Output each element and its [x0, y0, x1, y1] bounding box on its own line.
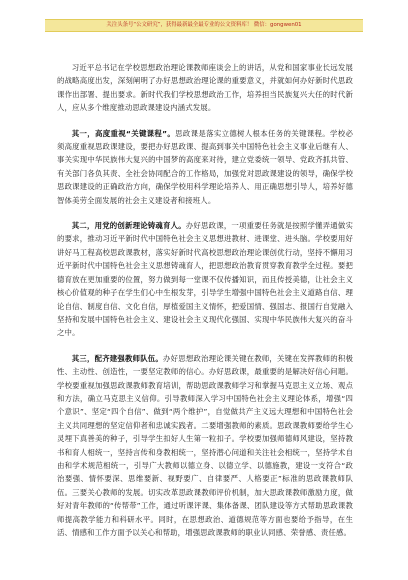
paragraph-text: 办好思想政治理论课关键在教师，关键在发挥教师的积极性、主动性、创造性，一要坚定教师的信心。办好思政课，最重要的是解决好信心问题。学校要重视加强思政课教师教育培训，帮助思政课教师学习和掌握马克思主义立场、观点和方法，确立马克思主义信仰。引导教师深入学习中国特色社会主义理论体系，增强“四个意识”、坚定“四个自信”、做到“两个维护”，自觉做共产主义远大理想和中国特色社会主义共同理想的坚定信仰者和忠诚实践者。二要增强教师的素质。思政课教师要给学生心灵埋下真善美的种子，引导学生扣好人生第一粒扣子。学校要加强师德师风建设，坚持教书和育人相统一，坚持言传和身教相统一，坚持潜心问道和关注社会相统一，坚持学术自由和学术规范相统一，引导广大教师以德立身、以德立学、以德施教，建设一支符合“政治要强、情怀要深、思维要新、视野要广、自律要严、人格要正”标准的思政课教师队伍。三要关心教师的发展。切实改革思政课教师评价机制，加大思政课教师激励力度，做好对青年教师的“传帮带”工作，通过听课评课、集体备课、团队建设等方式帮助思政课教师提高教学能力和科研水平。同时，在思想政治、道德规范等方面也要给予指导，在生活、情感和工作方面予以关心和帮助，增强思政课教师的职业认同感、荣誉感、责任感。	[57, 353, 353, 537]
paragraph-theory	[57, 219, 353, 340]
paragraph-text: 办好思政课，一项重要任务就是按照学懂弄通做实的要求，推动习近平新时代中国特色社会主义思想进教材、进课堂、进头脑。学校要用好讲好马工程高校思政课教材，落实好新时代高校思想政治理论课创优行动，坚持不懈用习近平新时代中国特色社会主义思想铸魂育人，把思想政治教育贯穿教育教学全过程。要把德育放在更加重要的位置，努力做到每一堂课不仅传播知识，而且传授美德，让社会主义核心价值观的种子在学生们心中生根发芽，引导学生增强中国特色社会主义道路自信、理论自信、制度自信、文化自信，厚植爱国主义情怀，把爱国情、强国志、报国行自觉融入坚持和发展中国特色社会主义、建设社会主义现代化强国、实现中华民族伟大复兴的奋斗之中。	[57, 221, 353, 338]
banner-text: 关注头条号“公文研究”，获得最新最全最专业的公文资料库！ 微信：gongwen01	[106, 22, 302, 28]
promo-banner[interactable]	[45, 19, 363, 32]
paragraph-key-course	[57, 127, 353, 207]
document-body	[57, 61, 353, 551]
paragraph-heading: 其二，用党的创新理论铸魂育人。	[71, 221, 186, 231]
paragraph-text: 习近平总书记在学校思想政治理论课教师座谈会上的讲话，从党和国家事业长远发展的战略高度出发，深刻阐明了办好思想政治理论课的重要意义，并就如何办好新时代思政课作出部署、提出要求。新时代我们学校思想政治工作，培养担当民族复兴大任的时代新人，应从多个维度推动思政课建设内涵式发展。	[57, 63, 353, 113]
paragraph-heading: 其一，高度重视“关键课程”。	[71, 128, 176, 138]
paragraph-teachers	[57, 352, 353, 540]
paragraph-intro	[57, 61, 353, 115]
paragraph-text: 思政课是落实立德树人根本任务的关键课程。学校必须高度重视思政课建设，要把办好思政课、提高到事关中国特色社会主义事业后继有人、事关实现中华民族伟大复兴的中国梦的高度来对待，建立党委统一领导、党政齐抓共管、有关部门各负其责、全社会协同配合的工作格局，加强党对思政课建设的领导，确保学校思政课建设的正确政治方向，确保学校用科学理论培养人、用正确思想引导人，培养好德智体美劳全面发展的社会主义建设者和接班人。	[57, 128, 353, 205]
paragraph-heading: 其三，配齐建强教师队伍。	[71, 353, 164, 363]
